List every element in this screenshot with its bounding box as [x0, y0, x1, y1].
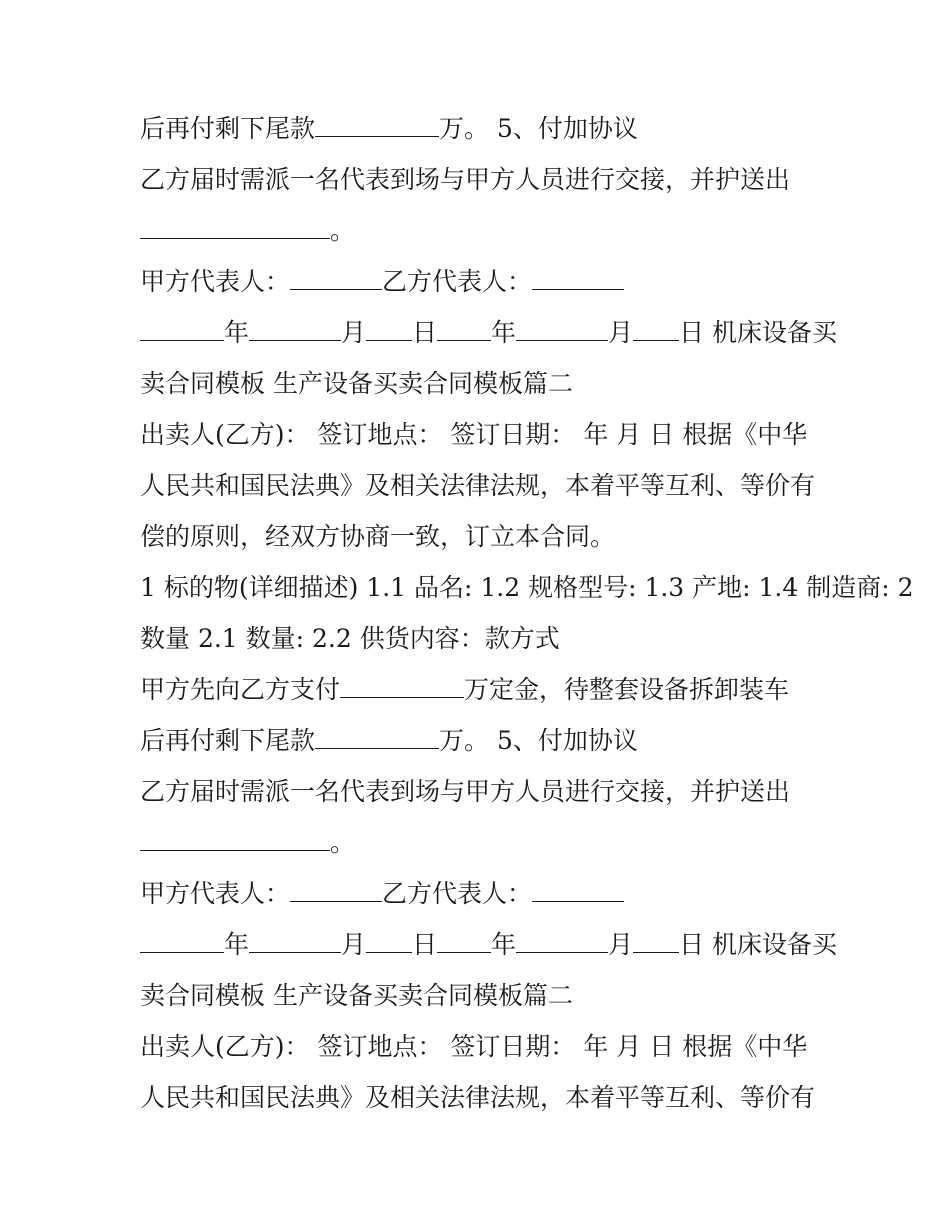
text-line: [140, 214, 355, 248]
fill-in-blank: [633, 930, 679, 953]
fill-in-blank: [315, 726, 439, 749]
year-label: 年: [224, 930, 250, 959]
text-line: [140, 673, 789, 707]
month-label: 月: [608, 930, 634, 959]
fill-in-blank: [516, 318, 608, 341]
section-heading: 卖合同模板 生产设备买卖合同模板篇二: [140, 369, 573, 398]
text-line: 数量 2.1 数量: 2.2 供货内容：款方式: [140, 624, 560, 653]
line-text: 后再付剩下尾款: [140, 726, 316, 755]
fill-in-blank: [366, 930, 412, 953]
text-line: 乙方届时需派一名代表到场与甲方人员进行交接，并护送出: [140, 777, 791, 806]
signature-line: [140, 877, 624, 911]
line-text: 。: [330, 828, 356, 857]
fill-in-blank: [140, 216, 330, 239]
line-text: 后再付剩下尾款: [140, 114, 316, 143]
text-line: 乙方届时需派一名代表到场与甲方人员进行交接，并护送出: [140, 165, 791, 194]
fill-in-blank: [290, 267, 382, 290]
month-label: 月: [608, 318, 634, 347]
line-text: 日 机床设备买: [679, 930, 838, 959]
fill-in-blank: [532, 879, 624, 902]
line-text: 万定金，待整套设备拆卸装车: [464, 675, 790, 704]
year-label: 年: [491, 930, 517, 959]
text-line: 偿的原则，经双方协商一致，订立本合同。: [140, 522, 616, 551]
signature-line: [140, 265, 624, 299]
fill-in-blank: [437, 930, 491, 953]
date-line: [140, 928, 837, 962]
day-label: 日: [412, 318, 438, 347]
year-label: 年: [491, 318, 517, 347]
party-a-rep-label: 甲方代表人：: [140, 879, 291, 908]
year-label: 年: [224, 318, 250, 347]
party-b-rep-label: 乙方代表人：: [382, 267, 533, 296]
fill-in-blank: [140, 930, 224, 953]
day-label: 日: [412, 930, 438, 959]
party-a-rep-label: 甲方代表人：: [140, 267, 291, 296]
date-line: [140, 316, 837, 350]
month-label: 月: [341, 930, 367, 959]
fill-in-blank: [366, 318, 412, 341]
fill-in-blank: [516, 930, 608, 953]
text-line: 出卖人(乙方)： 签订地点： 签订日期： 年 月 日 根据《中华: [140, 420, 808, 449]
text-line: 1 标的物(详细描述) 1.1 品名: 1.2 规格型号: 1.3 产地: 1.4 制造商: 2: [140, 573, 914, 602]
fill-in-blank: [532, 267, 624, 290]
fill-in-blank: [140, 828, 330, 851]
line-text: 万。 5、付加协议: [439, 114, 638, 143]
fill-in-blank: [633, 318, 679, 341]
section-heading: 卖合同模板 生产设备买卖合同模板篇二: [140, 981, 573, 1010]
line-text: 日 机床设备买: [679, 318, 838, 347]
text-line: 人民共和国民法典》及相关法律法规，本着平等互利、等价有: [140, 1083, 816, 1112]
fill-in-blank: [249, 318, 341, 341]
month-label: 月: [341, 318, 367, 347]
text-line: 人民共和国民法典》及相关法律法规，本着平等互利、等价有: [140, 471, 816, 500]
fill-in-blank: [249, 930, 341, 953]
fill-in-blank: [315, 114, 439, 137]
text-line: [140, 112, 638, 146]
party-b-rep-label: 乙方代表人：: [382, 879, 533, 908]
text-line: [140, 724, 638, 758]
fill-in-blank: [340, 675, 464, 698]
fill-in-blank: [140, 318, 224, 341]
line-text: 甲方先向乙方支付: [140, 675, 341, 704]
text-line: 出卖人(乙方)： 签订地点： 签订日期： 年 月 日 根据《中华: [140, 1032, 808, 1061]
fill-in-blank: [437, 318, 491, 341]
fill-in-blank: [290, 879, 382, 902]
text-line: [140, 826, 355, 860]
line-text: 。: [330, 216, 356, 245]
line-text: 万。 5、付加协议: [439, 726, 638, 755]
